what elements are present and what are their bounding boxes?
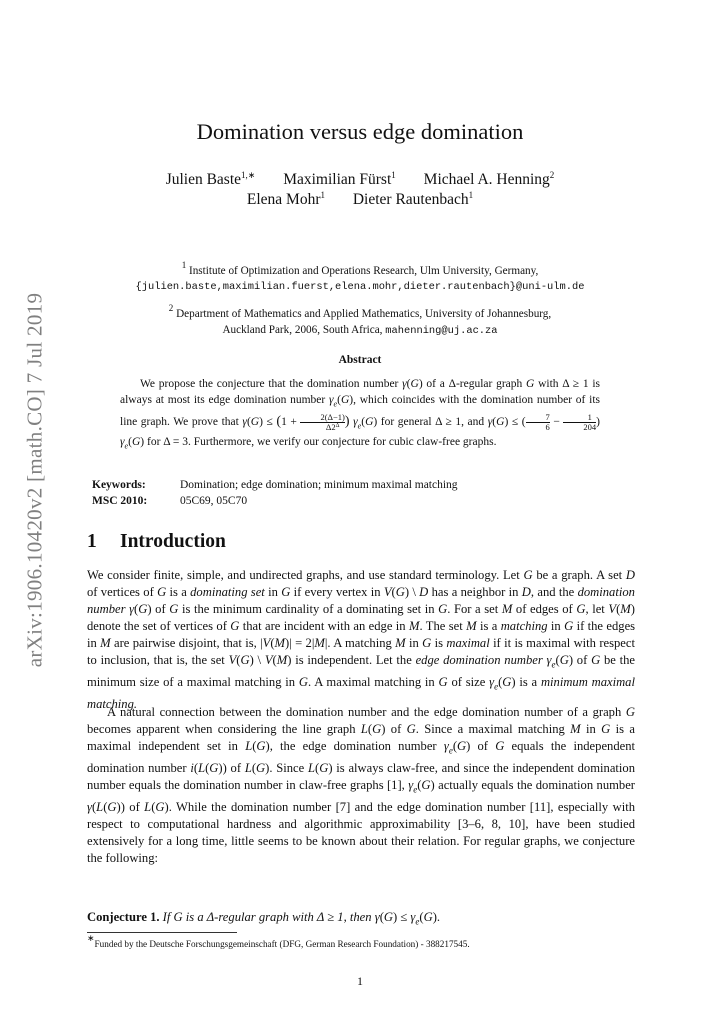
paragraph-1: We consider finite, simple, and undirected graphs, and use standard terminology. Let G be a graph. A set D of vertices of G is a dominating set in G if every vertex in V(G) \ D has a neighbor in D, and the domination number γ(G) of G is the minimum cardinality of a dominating set in G. For a set M of edges of G, let V(M) denote the set of vertices of G that are incident with an edge in M. The set M is a matching in G if the edges in M are pairwise disjoint, that is, |V(M)| = 2|M|. A matching M in G is maximal if it is maximal with respect to inclusion, that is, the set V(G) \ V(M) is independent. Let the edge domination number $\gamma_e(G)$ of G be the minimum size of a maximal matching in G. A maximal matching in G of size $\gamma_e(G)$ is a minimum maximal matching. [87, 568, 636, 711]
affiliation-text: Department of Mathematics and Applied Mathematics, University of Johannesburg, [176, 308, 552, 320]
msc-text: 05C69, 05C70 [180, 495, 248, 507]
arxiv-identifier-stamp [20, 290, 50, 670]
author-name: Julien Baste [165, 171, 242, 188]
affiliation-text: Institute of Optimization and Operations Research, Ulm University, Germany, [188, 265, 539, 277]
conjecture-statement: If G is a Δ-regular graph with Δ ≥ 1, then $\gamma(G) \le \gamma_e(G)$. [162, 910, 441, 927]
affiliation-mark: 1,∗ [241, 170, 256, 180]
affiliation-email[interactable]: mahenning@uj.ac.za [385, 325, 498, 337]
section-heading [87, 531, 226, 553]
section-number: 1 [87, 531, 97, 552]
arxiv-identifier-text: arXiv:1906.10420v2 [math.CO] 7 Jul 2019 [22, 292, 47, 668]
affiliation-mark: 1 [181, 260, 187, 270]
funding-footnote [87, 933, 647, 949]
paper-title: Domination versus edge domination [196, 119, 524, 144]
author-dieter-rautenbach [353, 191, 473, 209]
affiliation-address: Auckland Park, 2006, South Africa, [222, 324, 383, 336]
footnote-divider [87, 932, 237, 933]
affiliation-johannesburg [0, 303, 720, 339]
abstract-body: We propose the conjecture that the domination number γ(G) of a Δ-regular graph G with Δ ≥ 1 is always at most its edge domination number $\gamma_e(G)$, which coincides with the domination number of its line graph. We prove that γ(G) ≤ (1 + $\frac{2(\Delta-1)}{\Delta 2^\Delta}$ ) $\gamma_e(G)$ for general Δ ≥ 1, and γ(G) ≤ ( $\frac{7}{6}$ − $\frac{1}{204}$ ) $\gamma_e(G)$ for Δ = 3. Furthermore, we verify our conjecture for cubic claw-free graphs. [120, 378, 601, 451]
author-name: Maximilian Fürst [283, 171, 392, 188]
affiliation-mark: 1 [468, 190, 474, 200]
affiliation-mark: 1 [391, 170, 396, 180]
msc-label: MSC 2010: [92, 495, 148, 507]
author-list-row-1 [0, 171, 720, 189]
affiliation-mark: 2 [549, 170, 555, 180]
conjecture-1 [87, 910, 635, 927]
author-name: Dieter Rautenbach [352, 191, 469, 208]
author-list-row-2 [0, 191, 720, 209]
affiliation-emails[interactable]: {julien.baste,maximilian.fuerst,elena.mohr,dieter.rautenbach}@uni-ulm.de [135, 281, 585, 293]
footnote-mark: ∗ [87, 933, 95, 943]
affiliation-mark: 2 [168, 303, 174, 313]
paragraph-2: A natural connection between the domination number and the edge domination number of a graph G becomes apparent when considering the line graph L(G) of G. Since a maximal matching M in G is a maximal independent set in L(G), the edge domination number $\gamma_e(G)$ of G equals the independent domination number i(L(G)) of L(G). Since L(G) is always claw-free, and since the independent domination number equals the domination number in claw-free graphs [1], $\gamma_e(G)$ actually equals the domination number γ(L(G)) of L(G). While the domination number [7] and the edge domination number [11], especially with respect to computational hardness and algorithmic approximability [3–6, 8, 10], have been studied extensively for a long time, little seems to be known about their relation. For regular graphs, we conjecture the following: [87, 705, 636, 865]
author-maximilian-fuerst [283, 171, 396, 189]
affiliation-mark: 1 [320, 190, 325, 200]
footnote-text: Funded by the Deutsche Forschungsgemeinschaft (DFG, German Research Foundation) - 388217545. [94, 939, 470, 949]
author-michael-henning [424, 171, 555, 189]
section-title: Introduction [120, 531, 226, 552]
conjecture-label: Conjecture 1. [87, 910, 160, 924]
keywords-label: Keywords: [92, 479, 146, 491]
keywords-text: Domination; edge domination; minimum maximal matching [180, 479, 458, 491]
abstract-heading: Abstract [338, 354, 382, 366]
author-elena-mohr [247, 191, 325, 209]
author-name: Michael A. Henning [423, 171, 550, 188]
page-number: 1 [357, 974, 363, 988]
author-name: Elena Mohr [246, 191, 321, 208]
affiliation-ulm [0, 260, 720, 295]
msc-row [92, 495, 247, 507]
author-julien-baste [166, 171, 256, 189]
keywords-row [92, 479, 458, 491]
